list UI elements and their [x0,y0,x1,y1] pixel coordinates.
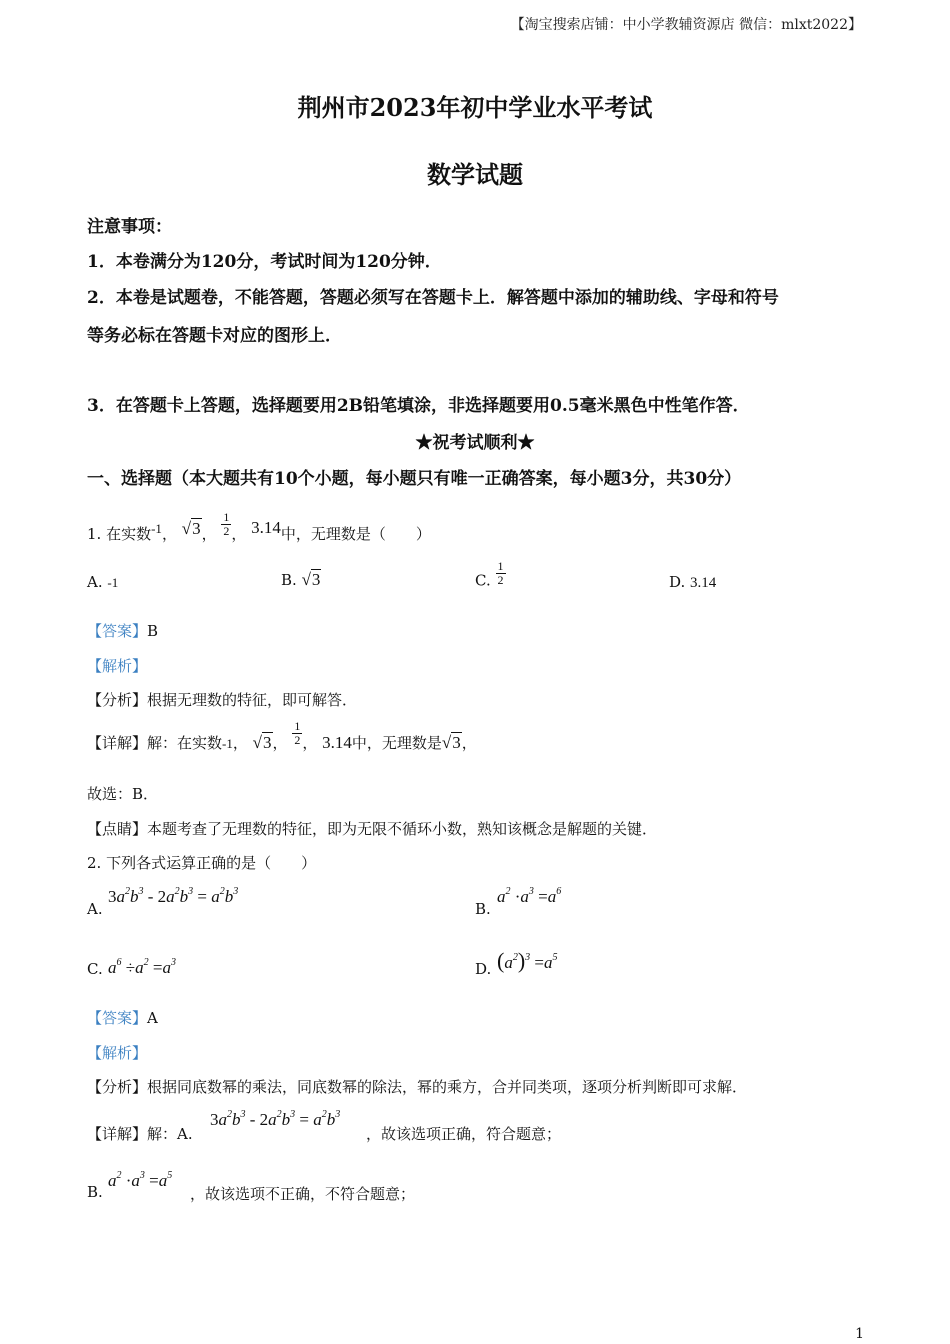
detail-frac-den: 2 [294,733,301,747]
option-label: C. [475,571,491,590]
q2-option-a-label: A. [87,900,103,918]
q2-option-a-formula: $3a^2b^3 - 2a^2b^3 = a^2b^3$ [108,886,239,906]
detail-num-314: 3.14 [322,733,352,752]
fenxi-text: 根据无理数的特征，即可解答． [147,691,358,709]
q2-answer [87,1007,158,1028]
section-heading: 一、选择题（本大题共有10个小题，每小题只有唯一正确答案，每小题3分，共30分） [87,469,742,489]
option-label: D. [669,573,686,591]
wish-line: ★祝考试顺利★ [415,433,535,453]
q1-sep: ， [231,525,247,543]
sqrt-value: 3 [311,570,321,589]
q1-num-314: 3.14 [251,518,281,537]
q2-detail-b-formula: $a^2 \cdot a^3 =a^5$ [108,1170,173,1190]
fenxi-tag: 【分析】 [87,1078,148,1096]
detail-tag: 【详解】 [87,734,148,752]
q2-fenxi [87,1076,747,1097]
notice-item-3: 3．在答题卡上答题，选择题要用2B铅笔填涂，非选择题要用0.5毫米黑色中性笔作答． [87,396,750,416]
q1-frac-half [221,511,231,538]
q1-dianjing [87,818,657,839]
q1-sqrt3: √3 [181,519,201,538]
q1-option-b [281,570,321,590]
detail-num-neg1: -1 [222,736,233,751]
q1-option-c [475,560,506,590]
detail-answer-sqrt3-value: 3 [452,733,461,752]
frac-den: 2 [497,573,504,587]
option-label: B. [281,571,297,589]
detail-a-prefix: 解：A. [147,1125,193,1143]
q2-option-b-label: B. [475,900,491,918]
notice-heading: 注意事项： [87,217,172,237]
q2-detail-b-suffix: ，故该选项不正确，不符合题意； [190,1185,416,1203]
option-value: 3.14 [690,575,717,591]
frac-num: 1 [497,559,504,573]
dianjing-text: 本题考查了无理数的特征，即为无限不循环小数，熟知该概念是解题的关键． [147,820,658,838]
q1-sep: ， [161,525,177,543]
q1-stem [87,508,431,554]
q1-detail [87,720,477,764]
q2-detail-a-suffix: ，故该选项正确，符合题意； [366,1125,562,1143]
notice-item-2: 2．本卷是试题卷，不能答题，答题必须写在答题卡上．解答题中添加的辅助线、字母和符号 [87,288,779,308]
exam-subtitle: 数学试题 [427,160,523,189]
q1-stem-suffix: 中，无理数是（ ） [280,525,431,543]
option-label: A. [87,573,103,591]
q1-choose: 故选：B． [87,785,159,803]
q2-option-c-label: C. [87,960,103,978]
q2-stem: 2. 下列各式运算正确的是（ ） [87,854,317,872]
fenxi-tag: 【分析】 [87,691,148,709]
detail-sep: ， [302,734,318,752]
detail-prefix: 解：在实数 [147,734,223,752]
detail-sqrt3: √3 [252,733,272,752]
detail-frac-num: 1 [294,719,301,733]
answer-tag: 【答案】 [87,622,148,640]
header-ad: 【淘宝搜索店铺：中小学教辅资源店 微信：mlxt2022】 [510,17,862,33]
answer-value: A [147,1009,158,1027]
q1-frac-num: 1 [223,510,230,524]
detail-sqrt3-value: 3 [263,733,272,752]
page-number: 1 [855,1326,864,1342]
detail-end: ， [461,734,477,752]
answer-tag: 【答案】 [87,1009,148,1027]
detail-answer-sqrt3: √3 [441,733,461,752]
q2-option-b-formula: $a^2 \cdot a^3 =a^6$ [497,886,562,906]
q1-stem-prefix: 1. 在实数 [87,525,152,543]
q2-option-d-label: D. [475,960,492,978]
q1-analysis-tag: 【解析】 [87,657,148,675]
q1-sqrt3-value: 3 [192,519,201,538]
q2-option-d-formula: $(a^2)^3 =a^5$ [497,948,558,973]
q1-frac-den: 2 [223,524,230,538]
detail-sep: ， [272,734,288,752]
q1-sep: ， [201,525,217,543]
q1-fenxi [87,689,357,710]
q1-option-a [87,573,118,591]
fenxi-text: 根据同底数幂的乘法，同底数幂的除法，幂的乘方，合并同类项，逐项分析判断即可求解． [147,1078,748,1096]
q2-detail-b-label: B. [87,1183,103,1201]
notice-item-1: 1．本卷满分为120分，考试时间为120分钟． [87,252,442,272]
detail-frac-half [292,720,302,747]
detail-tag: 【详解】 [87,1125,148,1143]
q1-option-d [669,573,716,592]
fraction [496,560,506,587]
q1-num-neg1: -1 [151,521,162,536]
q1-answer [87,620,158,641]
dianjing-tag: 【点睛】 [87,820,148,838]
sqrt-expression: √3 [301,570,321,589]
notice-item-2-cont: 等务必标在答题卡对应的图形上． [87,326,342,346]
q2-detail-a-label [87,1123,193,1144]
exam-title: 荆州市2023年初中学业水平考试 [297,93,653,122]
detail-mid: 中，无理数是 [351,734,442,752]
option-value: -1 [107,575,119,590]
answer-value: B [147,622,159,640]
detail-sep: ， [232,734,248,752]
q2-analysis-tag: 【解析】 [87,1044,148,1062]
q2-detail-a-formula: $3a^2b^3 - 2a^2b^3 = a^2b^3$ [210,1109,341,1129]
q2-option-c-formula: $a^6 \div a^2 =a^3$ [108,957,176,977]
